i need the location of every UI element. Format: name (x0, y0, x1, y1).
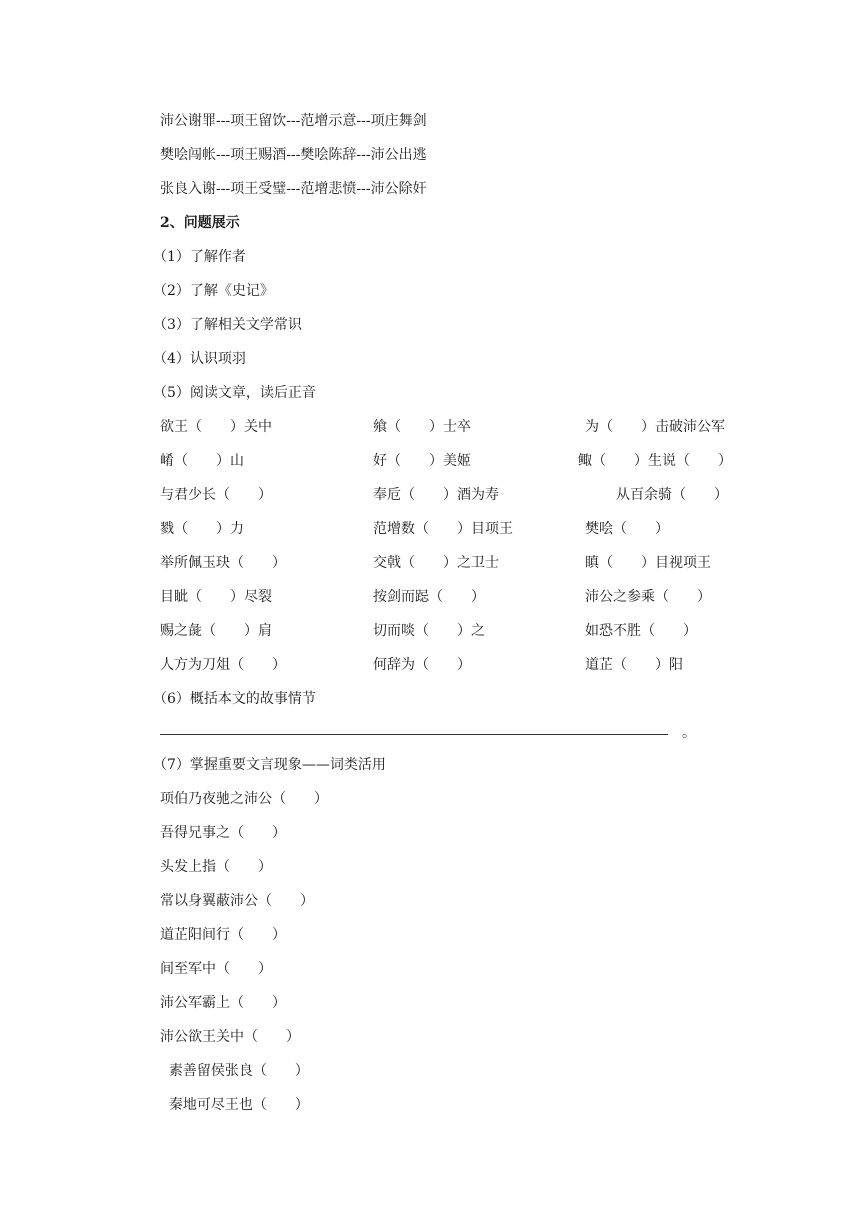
grid-cell: 按剑而跽（ ） (373, 589, 485, 605)
list-item: 吾得兄事之（ ） (160, 825, 286, 841)
question-item: （3）了解相关文学常识 (153, 317, 302, 333)
grid-cell: 从百余骑（ ） (616, 487, 728, 503)
grid-cell: 崤（ ）山 (160, 453, 244, 469)
list-item: 常以身翼蔽沛公（ ） (160, 893, 314, 909)
list-item: 头发上指（ ） (160, 859, 272, 875)
list-item: 素善留侯张良（ ） (160, 1063, 309, 1079)
grid-cell: 举所佩玉玦（ ） (160, 555, 286, 571)
grid-cell: 赐之彘（ ）肩 (160, 623, 272, 639)
grid-cell: 好（ ）美姬 (373, 453, 471, 469)
grid-cell: 樊哙（ ） (585, 521, 669, 537)
question-item: （2）了解《史记》 (153, 283, 274, 299)
grid-cell: 交戟（ ）之卫士 (373, 555, 499, 571)
grid-cell: 欲王（ ）关中 (160, 419, 272, 435)
grid-cell: 戮（ ）力 (160, 521, 244, 537)
intro-line: 张良入谢---项王受璧---范增悲愤---沛公除奸 (160, 181, 427, 197)
question-item: （4）认识项羽 (153, 351, 246, 367)
list-item: 沛公欲王关中（ ） (160, 1029, 300, 1045)
period-mark: 。 (682, 725, 696, 741)
answer-blank-line[interactable] (160, 734, 668, 735)
intro-line: 沛公谢罪---项王留饮---范增示意---项庄舞剑 (160, 113, 427, 129)
list-item: 间至军中（ ） (160, 961, 272, 977)
grid-cell: 切而啖（ ）之 (373, 623, 485, 639)
grid-cell: 瞋（ ）目视项王 (585, 555, 711, 571)
question-item: （7）掌握重要文言现象——词类活用 (153, 757, 386, 773)
grid-cell: 沛公之参乘（ ） (585, 589, 711, 605)
question-item: （6）概括本文的故事情节 (153, 691, 316, 707)
section-heading: 2、问题展示 (160, 215, 240, 231)
intro-line: 樊哙闯帐---项王赐酒---樊哙陈辞---沛公出逃 (160, 147, 427, 163)
question-item: （5）阅读文章，读后正音 (153, 385, 316, 401)
grid-cell: 如恐不胜（ ） (585, 623, 697, 639)
grid-cell: 飨（ ）士卒 (373, 419, 471, 435)
grid-cell: 范增数（ ）目项王 (373, 521, 513, 537)
list-item: 秦地可尽王也（ ） (160, 1097, 309, 1113)
grid-cell: 为（ ）击破沛公军 (585, 419, 725, 435)
grid-cell: 与君少长（ ） (160, 487, 272, 503)
question-item: （1）了解作者 (153, 249, 246, 265)
grid-cell: 鲰（ ）生说（ ） (578, 453, 732, 469)
grid-cell: 目眦（ ）尽裂 (160, 589, 272, 605)
list-item: 沛公军霸上（ ） (160, 995, 286, 1011)
grid-cell: 何辞为（ ） (373, 657, 471, 673)
list-item: 道芷阳间行（ ） (160, 927, 286, 943)
grid-cell: 道芷（ ）阳 (585, 657, 683, 673)
grid-cell: 人方为刀俎（ ） (160, 657, 286, 673)
list-item: 项伯乃夜驰之沛公（ ） (160, 791, 328, 807)
grid-cell: 奉卮（ ）酒为寿 (373, 487, 499, 503)
